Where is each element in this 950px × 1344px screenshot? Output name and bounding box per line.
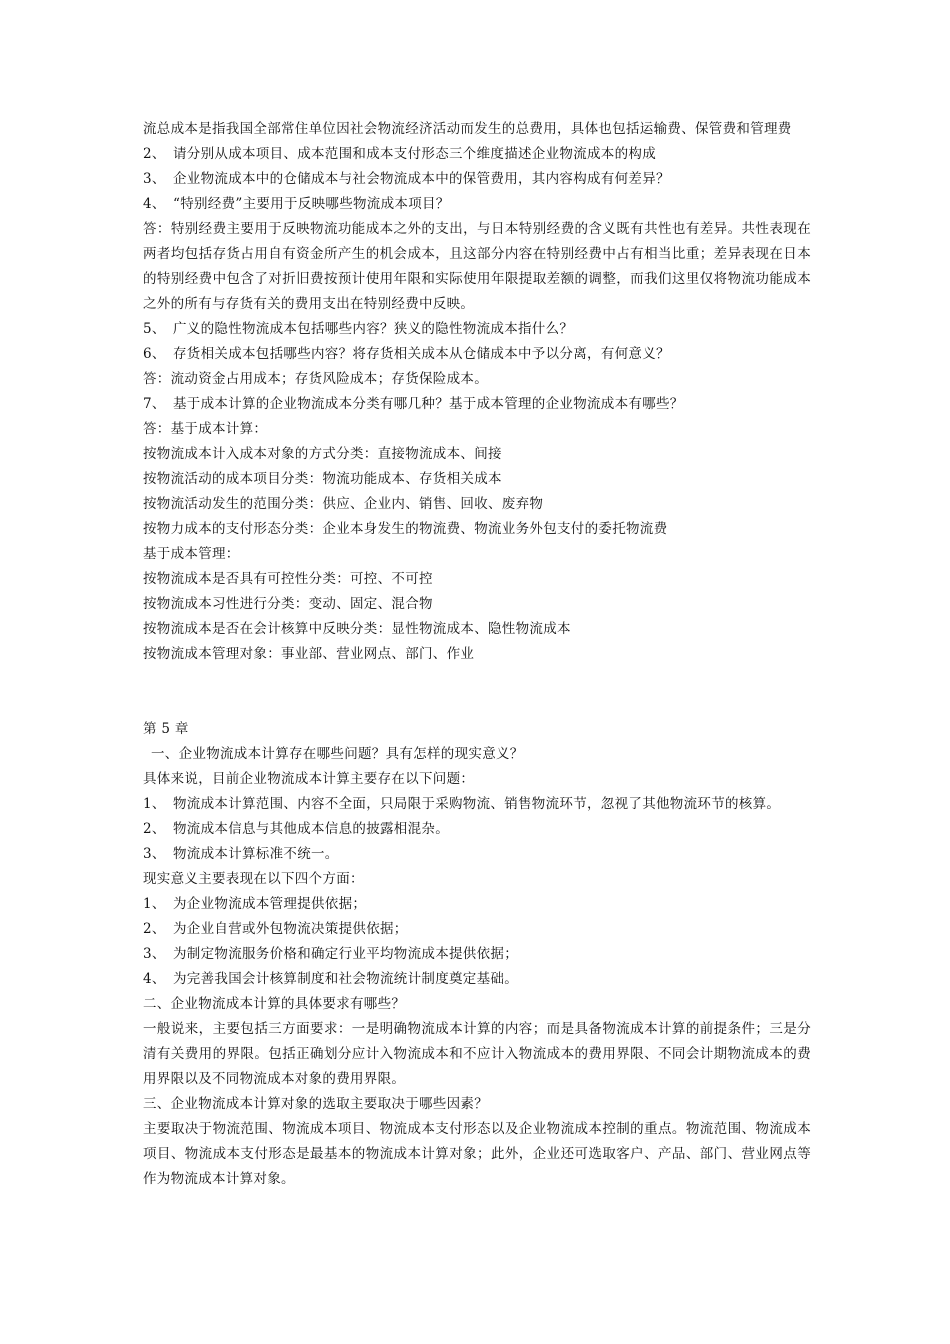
section-3-heading: 三、企业物流成本计算对象的选取主要取决于哪些因素？ [143,1096,488,1112]
question-5-number: 5、 [143,321,166,337]
significance-1-text: 为企业物流成本管理提供依据； [173,896,367,912]
question-2-text: 请分别从成本项目、成本范围和成本支付形态三个维度描述企业物流成本的构成 [173,146,656,162]
question-6 [143,342,811,367]
answer-7-line-3: 按物流活动发生的范围分类：供应、企业内、销售、回收、废弃物 [143,496,544,512]
problem-3-text: 物流成本计算标准不统一。 [173,846,339,862]
problem-3-number: 3、 [143,846,166,862]
question-2-number: 2、 [143,146,166,162]
section-2-answer: 一般说来，主要包括三方面要求：一是明确物流成本计算的内容；而是具备物流成本计算的前提条件；三是分清有关费用的界限。包括正确划分应计入物流成本和不应计入物流成本的费用界限、不同会计期物流成本的费用界限以及不同物流成本对象的费用界限。 [143,1021,811,1087]
problem-2-text: 物流成本信息与其他成本信息的披露相混杂。 [173,821,449,837]
answer-4: 答：特别经费主要用于反映物流功能成本之外的支出，与日本特别经费的含义既有共性也有差异。共性表现在两者均包括存货占用自有资金所产生的机会成本，且这部分内容在特别经费中占有相当比重；差异表现在日本的特别经费中包含了对折旧费按预计使用年限和实际使用年限提取差额的调整，而我们这里仅将物流功能成本之外的所有与存货有关的费用支出在特别经费中反映。 [143,221,811,312]
significance-intro: 现实意义主要表现在以下四个方面： [143,871,364,887]
question-3-text: 企业物流成本中的仓储成本与社会物流成本中的保管费用，其内容构成有何差异？ [173,171,670,187]
problem-2-number: 2、 [143,821,166,837]
significance-2-number: 2、 [143,921,166,937]
chapter-heading: 第 5 章 [143,721,189,737]
question-4-text: “特别经费”主要用于反映哪些物流成本项目？ [173,196,450,212]
question-4-number: 4、 [143,196,166,212]
significance-1-number: 1、 [143,896,166,912]
significance-4-number: 4、 [143,971,166,987]
problem-2 [143,817,811,842]
question-6-number: 6、 [143,346,166,362]
question-3-number: 3、 [143,171,166,187]
answer-7-line-2: 按物流活动的成本项目分类：物流功能成本、存货相关成本 [143,471,502,487]
problem-1-number: 1、 [143,796,166,812]
problem-1-text: 物流成本计算范围、内容不全面，只局限于采购物流、销售物流环节，忽视了其他物流环节的核算。 [173,796,781,812]
significance-2 [143,917,811,942]
section-gap [143,667,811,717]
question-4 [143,192,811,217]
problem-1 [143,792,811,817]
document-page [143,117,811,1192]
significance-2-text: 为企业自营或外包物流决策提供依据； [173,921,408,937]
answer-7-management-line-2: 按物流成本习性进行分类：变动、固定、混合物 [143,596,433,612]
answer-7-management-heading: 基于成本管理： [143,546,240,562]
significance-1 [143,892,811,917]
answer-7-line-1: 按物流成本计入成本对象的方式分类：直接物流成本、间接 [143,446,502,462]
question-7 [143,392,811,417]
answer-7-management-line-1: 按物流成本是否具有可控性分类：可控、不可控 [143,571,433,587]
question-2 [143,142,811,167]
question-7-text: 基于成本计算的企业物流成本分类有哪几种？基于成本管理的企业物流成本有哪些？ [173,396,684,412]
significance-3-text: 为制定物流服务价格和确定行业平均物流成本提供依据； [173,946,518,962]
answer-7-line-4: 按物力成本的支付形态分类：企业本身发生的物流费、物流业务外包支付的委托物流费 [143,521,668,537]
answer-7-management-line-3: 按物流成本是否在会计核算中反映分类：显性物流成本、隐性物流成本 [143,621,571,637]
section-2-heading: 二、企业物流成本计算的具体要求有哪些？ [143,996,406,1012]
significance-3-number: 3、 [143,946,166,962]
question-5 [143,317,811,342]
question-7-number: 7、 [143,396,166,412]
answer-7-management-line-4: 按物流成本管理对象：事业部、营业网点、部门、作业 [143,646,475,662]
answer-6: 答：流动资金占用成本；存货风险成本；存货保险成本。 [143,371,488,387]
significance-3 [143,942,811,967]
question-3 [143,167,811,192]
section-3-answer: 主要取决于物流范围、物流成本项目、物流成本支付形态以及企业物流成本控制的重点。物流范围、物流成本项目、物流成本支付形态是最基本的物流成本计算对象；此外，企业还可选取客户、产品、部门、营业网点等作为物流成本计算对象。 [143,1121,811,1187]
answer-7-intro: 答：基于成本计算： [143,421,268,437]
question-5-text: 广义的隐性物流成本包括哪些内容？狭义的隐性物流成本指什么？ [173,321,574,337]
significance-4 [143,967,811,992]
problems-intro: 具体来说，目前企业物流成本计算主要存在以下问题： [143,771,475,787]
significance-4-text: 为完善我国会计核算制度和社会物流统计制度奠定基础。 [173,971,518,987]
paragraph-total-cost: 流总成本是指我国全部常住单位因社会物流经济活动而发生的总费用，具体也包括运输费、保管费和管理费 [143,121,792,137]
question-6-text: 存货相关成本包括哪些内容？将存货相关成本从仓储成本中予以分离，有何意义？ [173,346,670,362]
section-1-heading: 一、企业物流成本计算存在哪些问题？具有怎样的现实意义？ [151,746,524,762]
problem-3 [143,842,811,867]
